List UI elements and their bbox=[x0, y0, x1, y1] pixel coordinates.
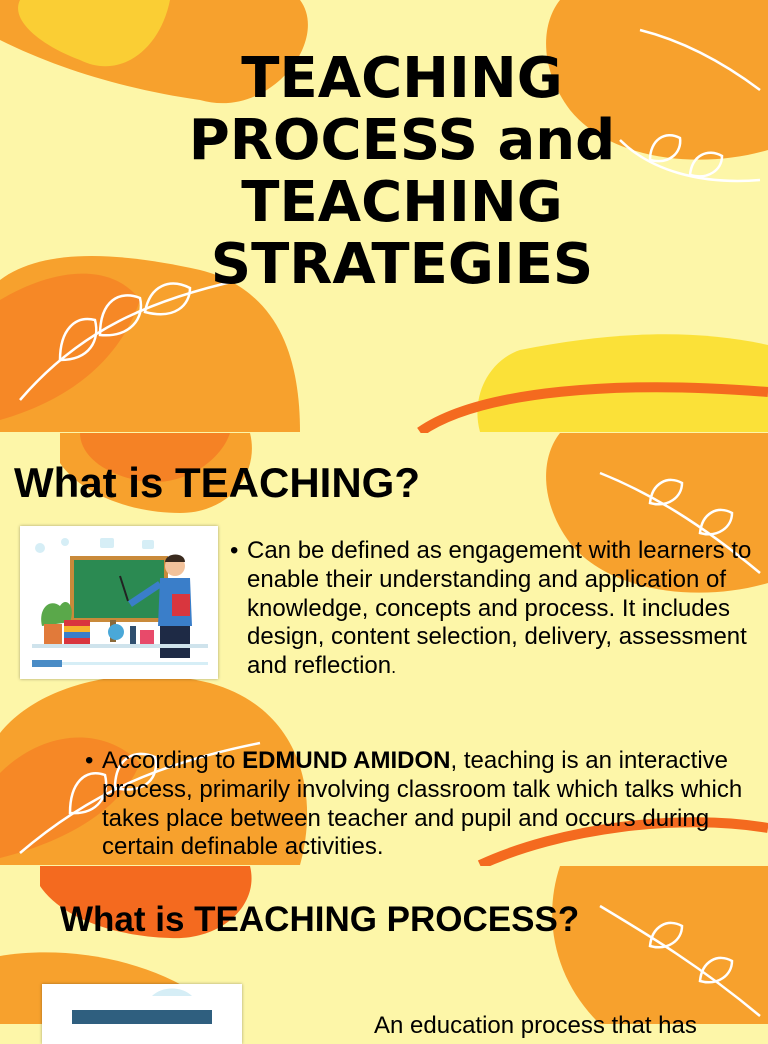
bullet-marker: • bbox=[230, 537, 239, 564]
bullet-amidon-post: , teaching is an interactive process, primarily involving classroom talk which talks which takes place between teacher and pupil and occurs during certain definable activities. bbox=[102, 747, 743, 861]
title-line-4: STRATEGIES bbox=[210, 232, 594, 297]
title-line-2: PROCESS and bbox=[188, 108, 616, 173]
bullet-amidon bbox=[85, 747, 762, 862]
bullet-amidon-author: EDMUND AMIDON bbox=[242, 747, 451, 774]
teaching-definition-slide bbox=[0, 433, 768, 865]
bullet-marker: • bbox=[85, 747, 94, 774]
teacher-image bbox=[20, 526, 218, 679]
bullet-definition-period: . bbox=[391, 657, 397, 678]
process-definition-text: An education process that has bbox=[374, 1012, 697, 1039]
teacher-illustration bbox=[20, 526, 218, 679]
slide-title bbox=[104, 48, 700, 296]
bullet-amidon-pre: According to bbox=[102, 747, 243, 774]
section-heading: What is TEACHING PROCESS? bbox=[60, 900, 580, 939]
process-image bbox=[42, 984, 242, 1044]
title-line-1: TEACHING bbox=[241, 46, 563, 111]
title-line-3: TEACHING bbox=[241, 170, 563, 235]
section-heading: What is TEACHING? bbox=[14, 459, 420, 506]
teaching-process-slide bbox=[0, 866, 768, 1039]
bullet-definition bbox=[230, 537, 757, 682]
process-illustration-icon bbox=[42, 984, 242, 1024]
title-slide bbox=[0, 0, 768, 432]
bullet-definition-text: Can be defined as engagement with learners to enable their understanding and application of knowledge, concepts and process. It includes design, content selection, delivery, assessment and reflection bbox=[247, 537, 752, 680]
